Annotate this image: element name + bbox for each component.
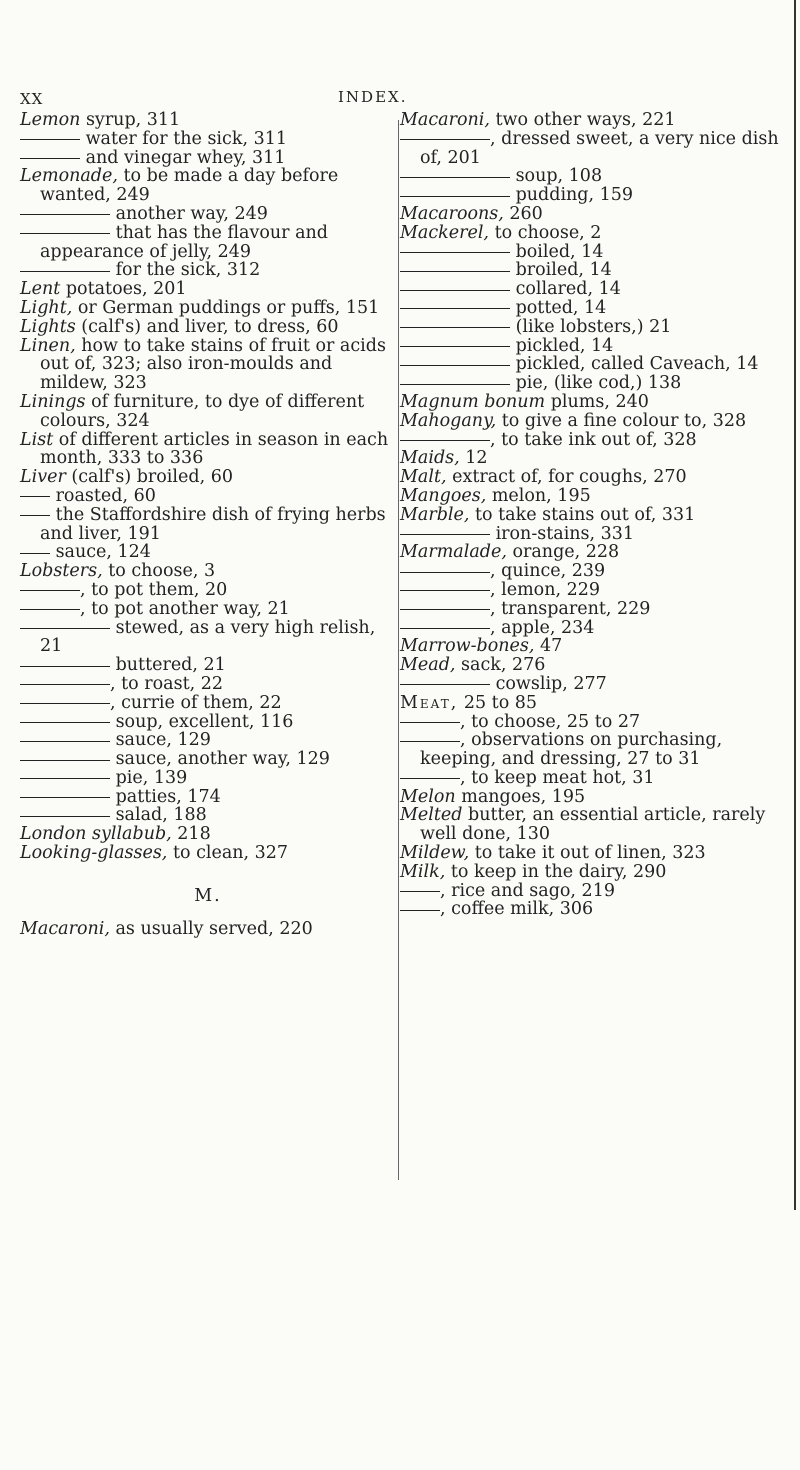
ditto-rule bbox=[20, 138, 80, 140]
entry-heading: Looking-glasses, bbox=[20, 843, 168, 864]
entry-text: , to pot them, 20 bbox=[80, 579, 228, 600]
page-number: XX bbox=[20, 90, 44, 108]
ditto-rule bbox=[400, 383, 510, 385]
entry-text: to be made a day before wanted, 249 bbox=[40, 166, 339, 206]
index-entry bbox=[20, 393, 396, 431]
index-entry bbox=[400, 543, 790, 562]
entry-heading: Mangoes, bbox=[400, 485, 487, 506]
entry-text: to take stains out of, 331 bbox=[469, 504, 696, 525]
entry-heading: Macaroni, bbox=[20, 918, 110, 939]
index-entry bbox=[400, 299, 790, 318]
entry-text: potatoes, 201 bbox=[60, 279, 187, 300]
entry-text: broiled, 14 bbox=[510, 260, 612, 281]
entry-text: the Staffordshire dish of frying herbs and liver, 191 bbox=[40, 504, 386, 544]
entry-text: plums, 240 bbox=[545, 391, 649, 412]
entry-text: to take it out of linen, 323 bbox=[469, 843, 706, 864]
ditto-rule bbox=[400, 589, 490, 591]
index-entry bbox=[20, 167, 396, 205]
ditto-rule bbox=[400, 571, 490, 573]
index-entry bbox=[20, 788, 396, 807]
index-entry bbox=[400, 637, 790, 656]
entry-text: two other ways, 221 bbox=[489, 110, 676, 130]
entry-heading: List bbox=[20, 429, 54, 450]
index-entry bbox=[400, 374, 790, 393]
entry-text: extract of, for coughs, 270 bbox=[446, 467, 687, 488]
ditto-rule bbox=[20, 777, 110, 779]
index-entry bbox=[20, 111, 396, 130]
entry-text: stewed, as a very high relish, 21 bbox=[40, 617, 376, 657]
entry-text: , to pot another way, 21 bbox=[80, 598, 290, 619]
index-entry bbox=[20, 713, 396, 732]
index-entry bbox=[20, 675, 396, 694]
index-entry bbox=[400, 788, 790, 807]
page-edge-rule bbox=[794, 0, 796, 1210]
entry-heading: Lent bbox=[20, 279, 61, 300]
index-entry bbox=[400, 224, 790, 243]
index-entry bbox=[400, 205, 790, 224]
entry-text: sauce, 129 bbox=[110, 730, 211, 751]
entry-text: syrup, 311 bbox=[80, 110, 181, 130]
index-entry bbox=[400, 111, 790, 130]
entry-heading: Mead, bbox=[400, 655, 456, 676]
entry-text: , to choose, 25 to 27 bbox=[460, 711, 641, 732]
ditto-rule bbox=[20, 683, 110, 685]
entry-text: (like lobsters,) 21 bbox=[510, 316, 672, 337]
entry-text: 25 to 85 bbox=[458, 692, 538, 713]
entry-text: collared, 14 bbox=[510, 279, 621, 300]
index-entry bbox=[20, 562, 396, 581]
ditto-rule bbox=[400, 345, 510, 347]
ditto-rule bbox=[20, 759, 110, 761]
index-entry bbox=[400, 863, 790, 882]
index-entry bbox=[20, 581, 396, 600]
entry-text: another way, 249 bbox=[110, 203, 268, 224]
index-entry bbox=[20, 694, 396, 713]
index-entry bbox=[400, 431, 790, 450]
index-entry bbox=[400, 619, 790, 638]
index-entry bbox=[400, 261, 790, 280]
section-letter: M. bbox=[194, 885, 222, 906]
index-entry bbox=[400, 243, 790, 262]
ditto-rule bbox=[400, 270, 510, 272]
entry-heading: Linen, bbox=[20, 335, 76, 356]
entry-text: of furniture, to dye of different colours, 324 bbox=[40, 391, 365, 431]
ditto-rule bbox=[20, 157, 80, 159]
entry-heading: Mahogany, bbox=[400, 410, 497, 431]
entry-text: sauce, another way, 129 bbox=[110, 749, 330, 770]
entry-text: of different articles in season in each month, 333 to 336 bbox=[40, 429, 389, 469]
ditto-rule bbox=[400, 890, 440, 892]
entry-heading: Marmalade, bbox=[400, 542, 507, 563]
entry-text: , apple, 234 bbox=[490, 617, 595, 638]
entry-heading: Mackerel, bbox=[400, 222, 489, 243]
index-entry bbox=[20, 224, 396, 262]
index-entry bbox=[400, 581, 790, 600]
entry-text: sack, 276 bbox=[455, 655, 546, 676]
ditto-rule bbox=[400, 777, 460, 779]
index-entry bbox=[20, 543, 396, 562]
ditto-rule bbox=[20, 702, 110, 704]
index-entry bbox=[400, 675, 790, 694]
index-entry bbox=[20, 806, 396, 825]
entry-text: , coffee milk, 306 bbox=[440, 899, 594, 920]
entry-text: , currie of them, 22 bbox=[110, 692, 282, 713]
entry-text: pie, (like cod,) 138 bbox=[510, 373, 682, 394]
ditto-rule bbox=[400, 533, 490, 535]
entry-text: to clean, 327 bbox=[167, 843, 289, 864]
entry-text: , lemon, 229 bbox=[490, 579, 601, 600]
index-entry bbox=[400, 337, 790, 356]
entry-text: cowslip, 277 bbox=[490, 673, 607, 694]
entry-text: to keep in the dairy, 290 bbox=[445, 861, 667, 882]
ditto-rule bbox=[400, 326, 510, 328]
entry-text: or German puddings or puffs, 151 bbox=[72, 297, 380, 318]
entry-heading: Linings bbox=[20, 391, 86, 412]
ditto-rule bbox=[20, 213, 110, 215]
entry-text: as usually served, 220 bbox=[109, 918, 313, 939]
entry-text: 260 bbox=[503, 203, 543, 224]
index-entry bbox=[20, 205, 396, 224]
entry-text: to choose, 2 bbox=[489, 222, 602, 243]
ditto-rule bbox=[20, 815, 110, 817]
entry-heading: Lobsters, bbox=[20, 561, 103, 582]
entry-heading: Maids, bbox=[400, 448, 460, 469]
index-entry bbox=[400, 694, 790, 713]
entry-heading: Liver bbox=[20, 467, 66, 488]
entry-text: roasted, 60 bbox=[50, 485, 156, 506]
entry-text: , to take ink out of, 328 bbox=[490, 429, 697, 450]
index-entry bbox=[20, 619, 396, 657]
ditto-rule bbox=[20, 796, 110, 798]
entry-text: and vinegar whey, 311 bbox=[80, 147, 286, 168]
index-entry bbox=[400, 769, 790, 788]
ditto-rule bbox=[400, 251, 510, 253]
index-entry bbox=[20, 656, 396, 675]
entry-heading: Magnum bonum bbox=[400, 391, 546, 412]
entry-text: salad, 188 bbox=[110, 805, 207, 826]
ditto-rule bbox=[20, 627, 110, 629]
entry-text: iron-stains, 331 bbox=[490, 523, 635, 544]
entry-text: melon, 195 bbox=[486, 485, 591, 506]
column-divider bbox=[398, 120, 399, 1180]
entry-text: orange, 228 bbox=[506, 542, 620, 563]
ditto-rule bbox=[20, 665, 110, 667]
index-entry bbox=[400, 186, 790, 205]
index-entry bbox=[400, 900, 790, 919]
ditto-rule bbox=[20, 589, 80, 591]
ditto-rule bbox=[400, 307, 510, 309]
entry-text: soup, excellent, 116 bbox=[110, 711, 294, 732]
entry-text: pickled, 14 bbox=[510, 335, 614, 356]
entry-text: 218 bbox=[171, 824, 211, 845]
entry-text: for the sick, 312 bbox=[110, 260, 261, 281]
ditto-rule bbox=[400, 740, 460, 742]
entry-heading: Lemonade, bbox=[20, 166, 118, 187]
index-entry bbox=[400, 506, 790, 525]
ditto-rule bbox=[400, 364, 510, 366]
ditto-rule bbox=[20, 608, 80, 610]
entry-heading: Malt, bbox=[400, 467, 447, 488]
index-entry bbox=[20, 750, 396, 769]
index-entry bbox=[20, 600, 396, 619]
index-entry bbox=[400, 280, 790, 299]
entry-text: soup, 108 bbox=[510, 166, 603, 187]
index-entry bbox=[400, 562, 790, 581]
ditto-rule bbox=[400, 289, 510, 291]
entry-text: how to take stains of fruit or acids out of, 323; also iron-moulds and mildew, 323 bbox=[40, 335, 386, 394]
ditto-rule bbox=[400, 439, 490, 441]
entry-text: 12 bbox=[459, 448, 488, 469]
index-entry bbox=[400, 167, 790, 186]
ditto-rule bbox=[400, 608, 490, 610]
entry-heading: Marble, bbox=[400, 504, 470, 525]
ditto-rule bbox=[20, 232, 110, 234]
entry-text: boiled, 14 bbox=[510, 241, 604, 262]
entry-text: (calf's) and liver, to dress, 60 bbox=[75, 316, 339, 337]
ditto-rule bbox=[400, 176, 510, 178]
ditto-rule bbox=[20, 495, 50, 497]
ditto-rule bbox=[400, 909, 440, 911]
entry-text: potted, 14 bbox=[510, 297, 607, 318]
entry-text: water for the sick, 311 bbox=[80, 128, 287, 149]
ditto-rule bbox=[20, 270, 110, 272]
index-entry bbox=[400, 713, 790, 732]
entry-text: sauce, 124 bbox=[50, 542, 151, 563]
ditto-rule bbox=[400, 138, 490, 140]
index-entry bbox=[400, 130, 790, 168]
index-entry bbox=[400, 487, 790, 506]
ditto-rule bbox=[400, 721, 460, 723]
index-entry bbox=[20, 731, 396, 750]
index-entry bbox=[20, 299, 396, 318]
index-entry bbox=[20, 825, 396, 844]
entry-text: , to roast, 22 bbox=[110, 673, 223, 694]
entry-text: (calf's) broiled, 60 bbox=[65, 467, 233, 488]
index-entry bbox=[20, 468, 396, 487]
entry-heading: Lights bbox=[20, 316, 76, 337]
entry-heading: Melon bbox=[400, 786, 456, 807]
entry-heading: Marrow-bones, bbox=[400, 636, 535, 657]
ditto-rule bbox=[20, 552, 50, 554]
entry-text: , rice and sago, 219 bbox=[440, 880, 615, 901]
ditto-rule bbox=[400, 683, 490, 685]
index-entry bbox=[400, 844, 790, 863]
index-entry bbox=[400, 656, 790, 675]
index-entry bbox=[20, 844, 396, 863]
entry-heading: Meat, bbox=[400, 692, 459, 713]
index-entry bbox=[400, 468, 790, 487]
entry-heading: Lemon bbox=[20, 110, 81, 130]
index-entry bbox=[20, 769, 396, 788]
index-column-right bbox=[400, 111, 790, 919]
index-entry bbox=[400, 393, 790, 412]
index-entry bbox=[20, 337, 396, 393]
entry-heading: Melted bbox=[400, 805, 463, 826]
ditto-rule bbox=[20, 514, 50, 516]
index-entry bbox=[400, 412, 790, 431]
entry-text: pudding, 159 bbox=[510, 185, 634, 206]
index-entry bbox=[20, 920, 396, 939]
entry-text: pie, 139 bbox=[110, 767, 188, 788]
entry-heading: Macaroni, bbox=[400, 110, 490, 130]
index-entry bbox=[400, 318, 790, 337]
index-entry bbox=[400, 600, 790, 619]
index-entry bbox=[400, 355, 790, 374]
index-entry bbox=[400, 882, 790, 901]
entry-text: 47 bbox=[534, 636, 563, 657]
index-entry bbox=[400, 731, 790, 769]
entry-text: , observations on purchasing, keeping, and dressing, 27 to 31 bbox=[420, 730, 723, 770]
entry-text: buttered, 21 bbox=[110, 655, 226, 676]
entry-text: , transparent, 229 bbox=[490, 598, 651, 619]
entry-text: to choose, 3 bbox=[102, 561, 216, 582]
index-entry bbox=[20, 487, 396, 506]
entry-heading: London syllabub, bbox=[20, 824, 172, 845]
entry-text: mangoes, 195 bbox=[455, 786, 586, 807]
page-header bbox=[0, 88, 800, 112]
index-entry bbox=[400, 806, 790, 844]
index-entry bbox=[20, 506, 396, 544]
ditto-rule bbox=[20, 740, 110, 742]
index-column-left bbox=[20, 111, 396, 938]
entry-text: pickled, called Caveach, 14 bbox=[510, 354, 759, 375]
ditto-rule bbox=[400, 195, 510, 197]
entry-text: , dressed sweet, a very nice dish of, 201 bbox=[420, 128, 779, 168]
index-entry bbox=[400, 449, 790, 468]
index-entry bbox=[20, 130, 396, 149]
entry-text: patties, 174 bbox=[110, 786, 221, 807]
index-entry bbox=[20, 280, 396, 299]
ditto-rule bbox=[20, 721, 110, 723]
index-entry bbox=[20, 149, 396, 168]
index-entry bbox=[400, 525, 790, 544]
entry-text: , quince, 239 bbox=[490, 561, 606, 582]
entry-heading: Light, bbox=[20, 297, 73, 318]
entry-text: that has the flavour and appearance of jelly, 249 bbox=[40, 222, 328, 262]
entry-text: to give a fine colour to, 328 bbox=[496, 410, 747, 431]
entry-heading: Milk, bbox=[400, 861, 446, 882]
entry-heading: Mildew, bbox=[400, 843, 470, 864]
page-title: INDEX. bbox=[338, 88, 408, 106]
entry-text: butter, an essential article, rarely well done, 130 bbox=[420, 805, 766, 845]
index-entry bbox=[20, 261, 396, 280]
entry-text: , to keep meat hot, 31 bbox=[460, 767, 655, 788]
index-entry bbox=[20, 431, 396, 469]
index-entry bbox=[20, 318, 396, 337]
entry-heading: Macaroons, bbox=[400, 203, 504, 224]
ditto-rule bbox=[400, 627, 490, 629]
